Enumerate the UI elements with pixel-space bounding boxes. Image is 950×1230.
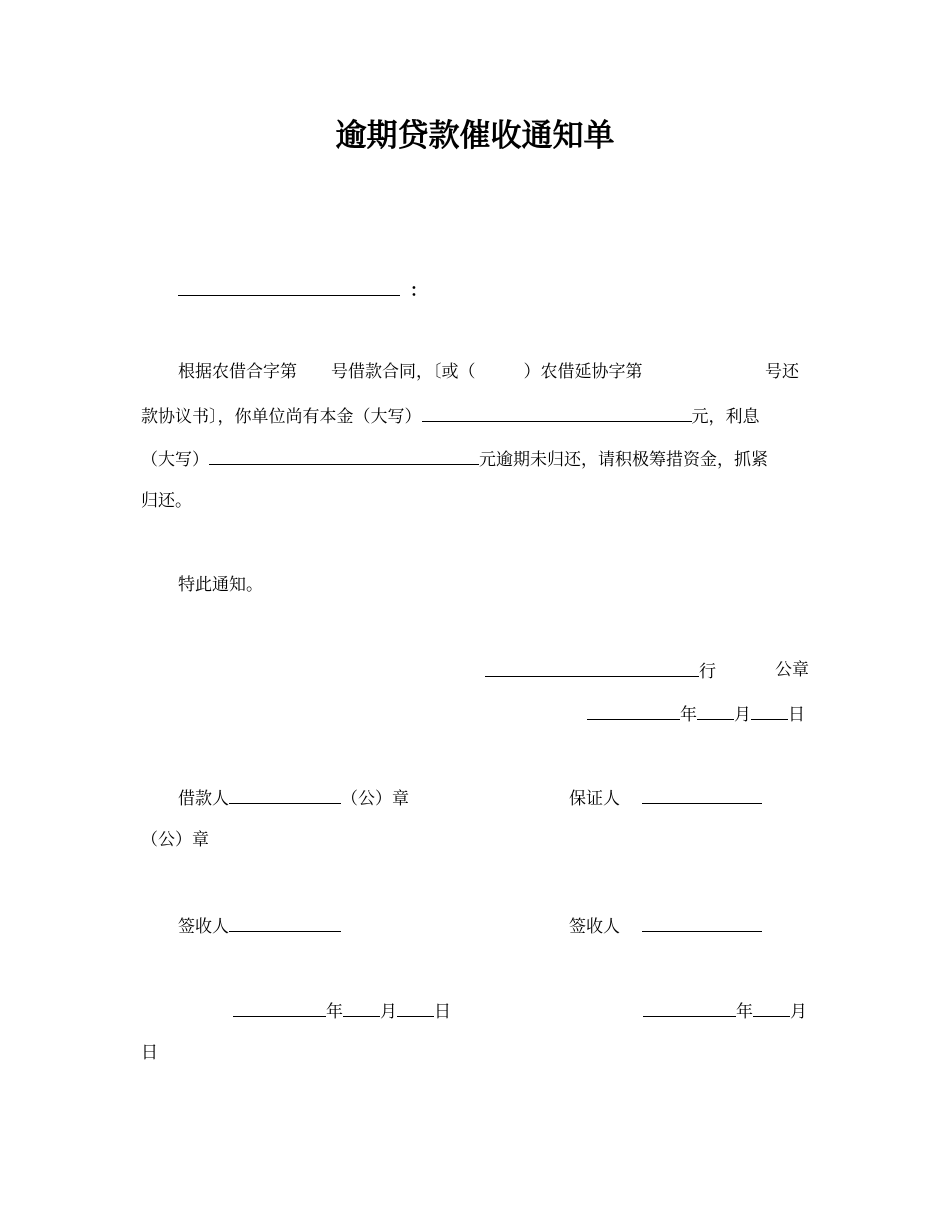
borrower-label: 借款人 <box>178 789 229 809</box>
bank-seal-label: 公章 <box>775 660 809 680</box>
addressee-colon: ： <box>410 281 427 301</box>
interest-blank <box>209 447 479 465</box>
addressee-line <box>178 278 427 302</box>
receiver-right-label: 签收人 <box>569 917 620 937</box>
year-label: 年 <box>326 1002 343 1022</box>
guarantor-line <box>569 786 762 810</box>
receiver-right-blank <box>642 914 762 932</box>
borrower-line <box>178 786 409 810</box>
borrower-seal: （公）章 <box>341 789 409 809</box>
month-label: 月 <box>790 1002 807 1022</box>
document-title: 逾期贷款催收通知单 <box>335 118 615 154</box>
month-label: 月 <box>734 705 751 725</box>
month-label: 月 <box>380 1002 397 1022</box>
day-label: 日 <box>434 1002 451 1022</box>
day-blank <box>751 702 788 720</box>
body-text: 款协议书〕，你单位尚有本金（大写） <box>141 407 422 427</box>
year-blank <box>587 702 680 720</box>
bank-seal-line <box>485 659 716 683</box>
bank-name-blank <box>485 659 699 677</box>
guarantor-label: 保证人 <box>569 789 620 809</box>
date-right-line <box>643 999 807 1023</box>
addressee-blank <box>178 278 400 296</box>
year-label: 年 <box>680 705 697 725</box>
principal-blank <box>422 404 692 422</box>
body-text: 元，利息 <box>691 407 760 427</box>
body-text: 元逾期未归还，请积极筹措资金，抓紧 <box>479 450 768 470</box>
month-blank <box>343 999 380 1017</box>
guarantor-blank <box>642 786 762 804</box>
receiver-left-blank <box>229 914 341 932</box>
day-label: 日 <box>788 705 805 725</box>
body-line-2 <box>141 404 760 428</box>
body-text: 号借款合同，〔或（ <box>331 362 476 382</box>
notice-text: 特此通知。 <box>178 575 263 595</box>
month-blank <box>753 999 790 1017</box>
bank-label: 行 <box>699 662 716 682</box>
body-text: ）农借延协字第 <box>523 362 643 382</box>
body-line-1-end: 号还 <box>765 362 799 382</box>
bank-date-line <box>587 702 805 726</box>
body-line-3 <box>141 447 768 471</box>
body-text: （大写） <box>141 450 209 470</box>
day-blank <box>397 999 434 1017</box>
year-label: 年 <box>736 1002 753 1022</box>
body-line-4: 归还。 <box>141 491 192 511</box>
body-text: 根据农借合字第 <box>178 362 297 382</box>
receiver-right-line <box>569 914 762 938</box>
guarantor-seal: （公）章 <box>141 830 209 850</box>
date-left-line <box>233 999 451 1023</box>
year-blank <box>643 999 736 1017</box>
receiver-left-line <box>178 914 341 938</box>
year-blank <box>233 999 326 1017</box>
receiver-left-label: 签收人 <box>178 917 229 937</box>
month-blank <box>697 702 734 720</box>
borrower-blank <box>229 786 341 804</box>
date-right-day: 日 <box>141 1043 158 1063</box>
body-line-1 <box>178 361 643 383</box>
